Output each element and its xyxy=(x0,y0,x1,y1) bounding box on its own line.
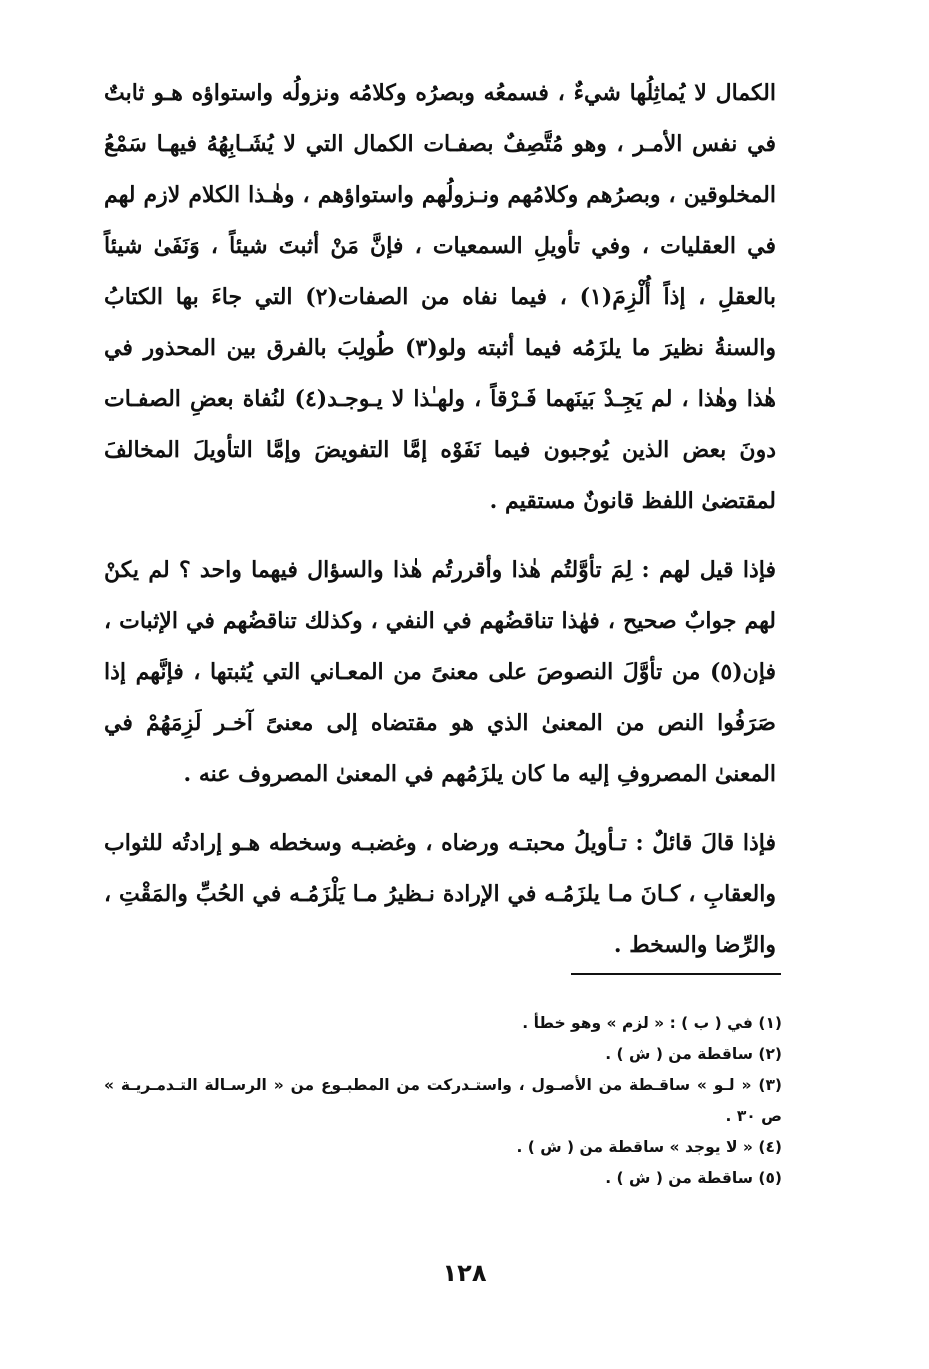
paragraph-3: فإذا قالَ قائلٌ : تـأويلُ محبتـه ورضاه ، وغضبـه وسخطه هـو إرادتُه للثواب والعقابِ ، كـانَ مـا يلزَمُـه في الإرادة نـظيرُ مـا يَلْزَمُـه في الحُبِّ والمَقْتِ ، والرِّضا والسخط . xyxy=(104,830,776,958)
page-number: ١٢٨ xyxy=(442,1259,487,1287)
footnote-4: (٤) « لا يوجد » ساقطة من ( ش ) . xyxy=(516,1138,782,1156)
paragraph-1: الكمال لا يُماثِلُها شيءٌ ، فسمعُه وبصرُه وكلامُه ونزولُه واستواؤه هـو ثابتٌ في نفس الأمـر ، وهو مُتَّصِفٌ بصفـات الكمال التي لا يُشَـابِهُهُ فيهـا سَمْعُ المخلوقين ، وبصرُهم وكلامُهم ونـزولُهم واستواؤهم ، وهٰـذا الكلام لازم لهم في العقليات ، وفي تأويلِ السمعيات ، فإنَّ مَنْ أثبتَ شيئاً ، وَنَفَىٰ شيئاً بالعقلِ ، إذاً أُلْزِمَ(١) ، فيما نفاه من الصفات(٢) التي جاءَ بها الكتابُ والسنةُ نظيرَ ما يلزَمُه فيما أثبته ولو(٣) طُولِبَ بالفرق بين المحذور في هٰذا وهٰذا ، لم يَجِـدْ بَينَهما فَـرْقاً ، ولهـٰذا لا يـوجـد(٤) لنُفاة بعضِ الصفـات دونَ بعض الذين يُوجبون فيما نَفَوْه إمَّا التفويضَ وإمَّا التأويلَ المخالفَ لمقتضىٰ اللفظ قانونٌ مستقيم . xyxy=(104,80,777,514)
footnote-5: (٥) ساقطة من ( ش ) . xyxy=(605,1169,782,1187)
footnote-1: (١) في ( ب ) : « لزم » وهو خطأ . xyxy=(522,1014,782,1032)
main-text xyxy=(104,68,776,971)
footnote-3: (٣) « لـو » ساقـطة من الأصـول ، واستـدركت من المطبـوع من « الرسـالة التـدمـريـة » ص ٣٠ . xyxy=(104,1076,782,1125)
footnote-divider xyxy=(571,973,781,975)
paragraph-2: فإذا قيل لهم : لِمَ تأوَّلتُم هٰذا وأقررتُم هٰذا والسؤال فيهما واحد ؟ لم يكنْ لهم جوابٌ صحيح ، فهٰذا تناقضُهم في النفي ، وكذلك تناقضُهم في الإثبات ، فإن(٥) من تأوَّلَ النصوصَ على معنىً من المعـاني التي يُثبتها ، فإنَّهم إذا صَرَفُوا النص من المعنىٰ الذي هو مقتضاه إلى معنىً آخـر لَزِمَهُمْ في المعنىٰ المصروفِ إليه ما كان يلزَمُهم في المعنىٰ المصروف عنه . xyxy=(104,557,777,787)
footnote-2: (٢) ساقطة من ( ش ) . xyxy=(605,1045,782,1063)
footnotes xyxy=(104,1008,782,1194)
